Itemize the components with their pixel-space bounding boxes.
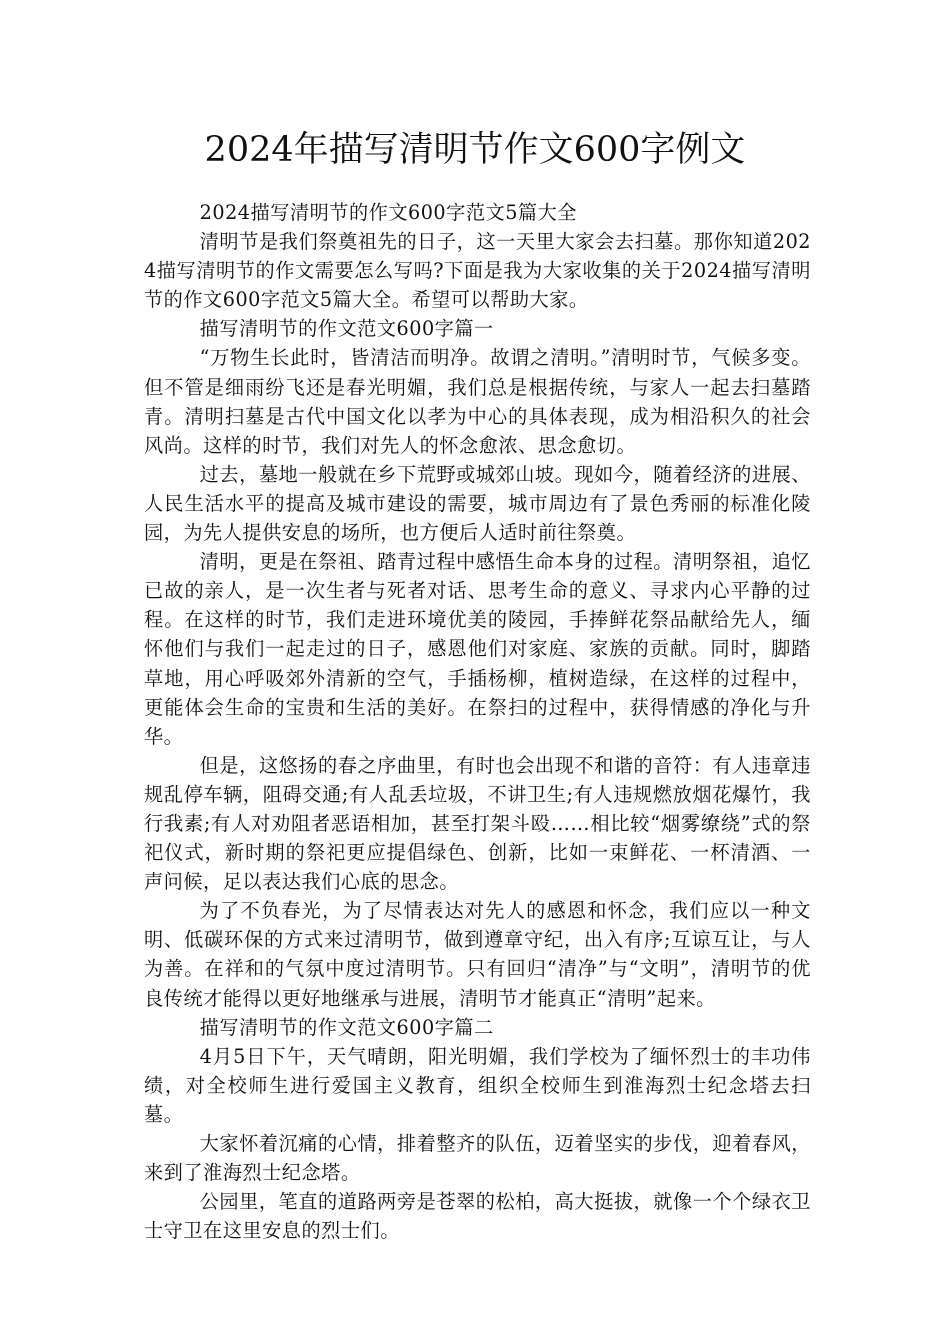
body-paragraph: 为了不负春光，为了尽情表达对先人的感恩和怀念，我们应以一种文明、低碳环保的方式来过清明节，做到遵章守纪，出入有序;互谅互让，与人为善。在祥和的气氛中度过清明节。只有回归“清净”与“文明”，清明节的优良传统才能得以更好地继承与进展，清明节才能真正“清明”起来。 <box>144 899 811 1010</box>
subtitle-paragraph: 2024描写清明节的作文600字范文5篇大全 <box>199 201 577 224</box>
body-paragraph: 过去，墓地一般就在乡下荒野或城郊山坡。现如今，随着经济的进展、人民生活水平的提高及城市建设的需要，城市周边有了景色秀丽的标准化陵园，为先人提供安息的场所，也方便后人适时前往祭奠。 <box>144 462 811 545</box>
body-paragraph: 但是，这悠扬的春之序曲里，有时也会出现不和谐的音符：有人违章违规乱停车辆，阻碍交通;有人乱丢垃圾，不讲卫生;有人违规燃放烟花爆竹，我行我素;有人对劝阻者恶语相加，甚至打架斗殴……相比较“烟雾缭绕”式的祭祀仪式，新时期的祭祀更应提倡绿色、创新，比如一束鲜花、一杯清酒、一声问候，足以表达我们心底的思念。 <box>144 753 811 894</box>
section-heading-2: 描写清明节的作文范文600字篇二 <box>199 1015 494 1039</box>
document-body <box>144 198 811 1245</box>
document-title: 2024年描写清明节作文600字例文 <box>204 130 746 170</box>
body-paragraph: 大家怀着沉痛的心情，排着整齐的队伍，迈着坚实的步伐，迎着春风，来到了淮海烈士纪念塔。 <box>144 1132 811 1185</box>
body-paragraph: 清明，更是在祭祖、踏青过程中感悟生命本身的过程。清明祭祖，追忆已故的亲人，是一次生者与死者对话、思考生命的意义、寻求内心平静的过程。在这样的时节，我们走进环境优美的陵园，手捧鲜花祭品献给先人，缅怀他们与我们一起走过的日子，感恩他们对家庭、家族的贡献。同时，脚踏草地，用心呼吸郊外清新的空气，手插杨柳，植树造绿，在这样的过程中，更能体会生命的宝贵和生活的美好。在祭扫的过程中，获得情感的净化与升华。 <box>144 550 811 748</box>
body-paragraph: “万物生长此时，皆清洁而明净。故谓之清明。”清明时节，气候多变。但不管是细雨纷飞还是春光明媚，我们总是根据传统，与家人一起去扫墓踏青。清明扫墓是古代中国文化以孝为中心的具体表现，成为相沿积久的社会风尚。这样的时节，我们对先人的怀念愈浓、思念愈切。 <box>144 346 811 457</box>
body-paragraph: 公园里，笔直的道路两旁是苍翠的松柏，高大挺拔，就像一个个绿衣卫士守卫在这里安息的烈士们。 <box>144 1190 811 1243</box>
body-paragraph: 4月5日下午，天气晴朗，阳光明媚，我们学校为了缅怀烈士的丰功伟绩，对全校师生进行爱国主义教育，组织全校师生到淮海烈士纪念塔去扫墓。 <box>144 1044 811 1126</box>
section-heading-1: 描写清明节的作文范文600字篇一 <box>199 317 494 341</box>
intro-paragraph: 清明节是我们祭奠祖先的日子，这一天里大家会去扫墓。那你知道2024描写清明节的作文需要怎么写吗?下面是我为大家收集的关于2024描写清明节的作文600字范文5篇大全。希望可以帮助大家。 <box>144 230 811 312</box>
